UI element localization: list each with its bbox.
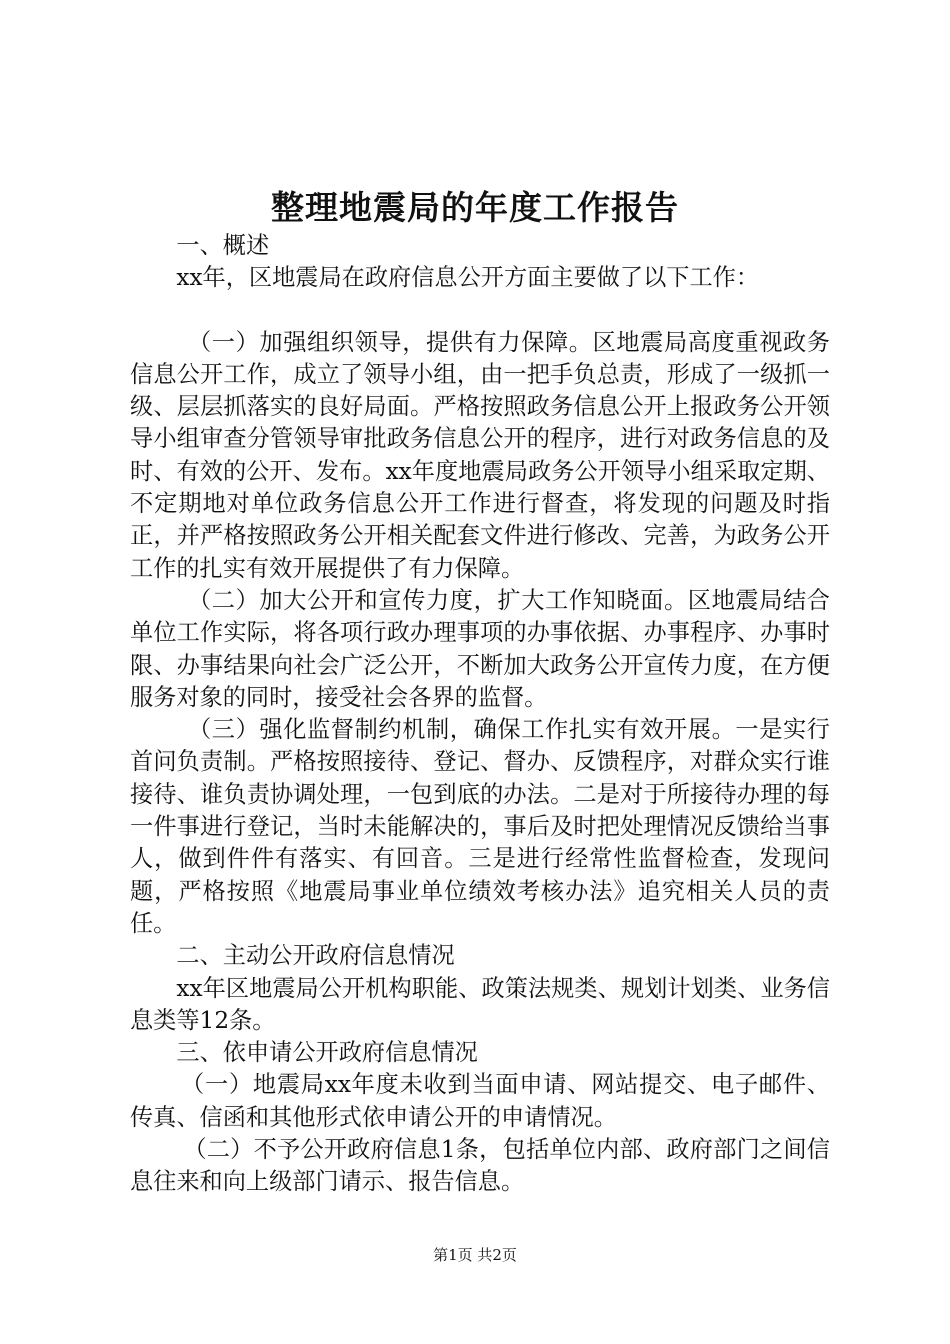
section-heading-request: 三、依申请公开政府信息情况 xyxy=(176,1039,478,1067)
paragraph-item-2: （二）加大公开和宣传力度，扩大工作知晓面。区地震局结合单位工作实际，将各项行政办理事项的办事依据、办事程序、办事时限、办事结果向社会广泛公开，不断加大政务公开宣传力度，在方便服务对象的同时，接受社会各界的监督。 xyxy=(130,586,830,711)
page-number: 第1页 共2页 xyxy=(433,1246,517,1264)
paragraph-request-2: （二）不予公开政府信息1条，包括单位内部、政府部门之间信息往来和向上级部门请示、报告信息。 xyxy=(130,1136,830,1196)
paragraph-proactive: xx年区地震局公开机构职能、政策法规类、规划计划类、业务信息类等12条。 xyxy=(130,974,830,1034)
section-heading-overview: 一、概述 xyxy=(176,232,270,259)
document-title: 整理地震局的年度工作报告 xyxy=(271,188,679,227)
section-heading-proactive: 二、主动公开政府信息情况 xyxy=(176,942,455,970)
paragraph-request-1: （一）地震局xx年度未收到当面申请、网站提交、电子邮件、传真、信函和其他形式依申请公开的申请情况。 xyxy=(130,1071,830,1131)
paragraph-intro: xx年，区地震局在政府信息公开方面主要做了以下工作： xyxy=(176,264,760,292)
document-body xyxy=(130,230,830,1199)
paragraph-item-1: （一）加强组织领导，提供有力保障。区地震局高度重视政务信息公开工作，成立了领导小组，由一把手负总责，形成了一级抓一级、层层抓落实的良好局面。严格按照政务信息公开上报政务公开领导小组审查分管领导审批政务信息公开的程序，进行对政务信息的及时、有效的公开、发布。xx年度地震局政务公开领导小组采取定期、不定期地对单位政务信息公开工作进行督查，将发现的问题及时指正，并严格按照政务公开相关配套文件进行修改、完善，为政务公开工作的扎实有效开展提供了有力保障。 xyxy=(130,328,830,582)
paragraph-item-3: （三）强化监督制约机制，确保工作扎实有效开展。一是实行首问负责制。严格按照接待、登记、督办、反馈程序，对群众实行谁接待、谁负责协调处理，一包到底的办法。二是对于所接待办理的每一件事进行登记，当时未能解决的，事后及时把处理情况反馈给当事人，做到件件有落实、有回音。三是进行经常性监督检查，发现问题，严格按照《地震局事业单位绩效考核办法》追究相关人员的责任。 xyxy=(130,716,830,937)
